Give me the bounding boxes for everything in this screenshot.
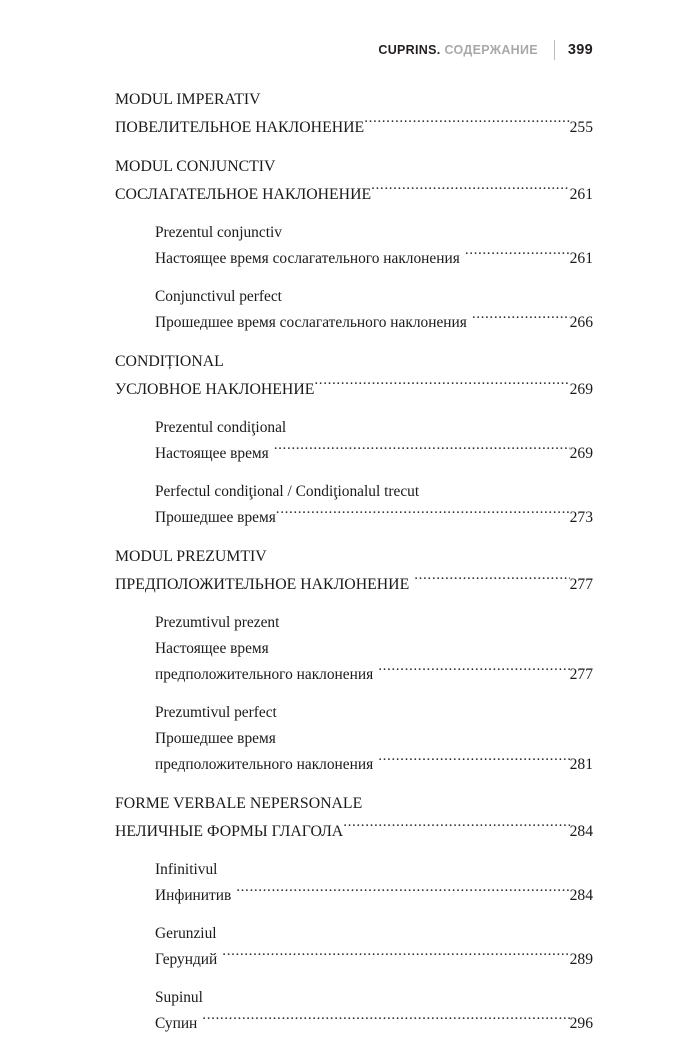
toc-entry-text: Настоящее время сослагательного наклонения — [155, 250, 460, 267]
dot-leader — [276, 507, 570, 522]
dot-leader — [378, 664, 569, 679]
toc-entry[interactable] — [155, 921, 593, 973]
toc-entry-leader-line — [155, 246, 593, 272]
toc-entry[interactable] — [115, 86, 593, 142]
toc-page-number[interactable]: 284 — [569, 823, 593, 840]
toc-entry-text: Gerunziul — [155, 925, 217, 942]
running-header — [378, 40, 593, 60]
toc-entry-text: Супин — [155, 1015, 198, 1032]
table-of-contents — [115, 86, 593, 1049]
toc-entry-leader-line — [115, 376, 593, 404]
toc-entry-line — [115, 790, 593, 818]
toc-entry-line — [155, 726, 593, 752]
toc-entry-text: Прошедшее время — [155, 509, 276, 526]
toc-entry-line — [155, 610, 593, 636]
toc-page-number[interactable]: 296 — [569, 1015, 593, 1032]
toc-entry-text: Инфинитив — [155, 887, 232, 904]
header-divider-rule — [554, 40, 555, 60]
toc-entry-line — [155, 921, 593, 947]
toc-entry-leader-line — [115, 818, 593, 846]
toc-entry[interactable] — [155, 284, 593, 336]
header-title-romanian: CUPRINS. — [378, 43, 441, 57]
dot-leader — [364, 116, 569, 132]
toc-entry-text: Infinitivul — [155, 861, 218, 878]
toc-entry-leader-line — [155, 947, 593, 973]
toc-page-number[interactable]: 266 — [569, 314, 593, 331]
toc-page-number[interactable]: 277 — [569, 576, 593, 593]
toc-page-number[interactable]: 261 — [569, 250, 593, 267]
toc-page-number[interactable]: 281 — [569, 756, 593, 773]
toc-entry[interactable] — [155, 700, 593, 778]
toc-entry-leader-line — [115, 571, 593, 599]
toc-entry-line — [155, 415, 593, 441]
toc-page-number[interactable]: 273 — [569, 509, 593, 526]
toc-entry-line — [115, 348, 593, 376]
toc-entry-text: CONDIȚIONAL — [115, 353, 224, 370]
toc-entry-leader-line — [155, 752, 593, 778]
toc-entry-text: Прошедшее время сослагательного наклонения — [155, 314, 467, 331]
toc-entry-text: MODUL PREZUMTIV — [115, 548, 267, 565]
toc-entry-text: предположительного наклонения — [155, 666, 374, 683]
toc-entry[interactable] — [155, 610, 593, 688]
toc-entry-leader-line — [155, 1011, 593, 1037]
toc-entry-leader-line — [115, 181, 593, 209]
toc-page-number[interactable]: 269 — [569, 445, 593, 462]
toc-entry-leader-line — [155, 310, 593, 336]
toc-entry-text: Perfectul condiţional / Condiţionalul trecut — [155, 483, 420, 500]
toc-entry-text: ПРЕДПОЛОЖИТЕЛЬНОЕ НАКЛОНЕНИЕ — [115, 576, 410, 593]
toc-entry[interactable] — [155, 415, 593, 467]
toc-entry-line — [115, 86, 593, 114]
toc-entry-text: MODUL IMPERATIV — [115, 91, 261, 108]
toc-entry-text: MODUL CONJUNCTIV — [115, 158, 276, 175]
toc-page-number[interactable]: 255 — [569, 119, 593, 136]
dot-leader — [371, 183, 569, 199]
toc-entry-leader-line — [155, 505, 593, 531]
toc-entry[interactable] — [115, 348, 593, 404]
toc-entry[interactable] — [155, 479, 593, 531]
dot-leader — [414, 573, 569, 589]
dot-leader — [236, 885, 569, 900]
toc-entry-line — [155, 636, 593, 662]
toc-entry[interactable] — [155, 985, 593, 1037]
toc-entry-text: Настоящее время — [155, 445, 269, 462]
toc-page-number[interactable]: 284 — [569, 887, 593, 904]
toc-entry-text: FORME VERBALE NEPERSONALE — [115, 795, 363, 812]
toc-entry[interactable] — [155, 220, 593, 272]
toc-entry-line — [155, 479, 593, 505]
toc-entry-line — [155, 220, 593, 246]
toc-entry-leader-line — [155, 441, 593, 467]
dot-leader — [465, 248, 570, 263]
toc-entry-text: предположительного наклонения — [155, 756, 374, 773]
toc-entry-text: Prezentul conjunctiv — [155, 224, 282, 241]
toc-entry-leader-line — [155, 662, 593, 688]
dot-leader — [472, 312, 570, 327]
dot-leader — [202, 1013, 569, 1028]
toc-entry-text: Герундий — [155, 951, 218, 968]
toc-entry-leader-line — [155, 883, 593, 909]
header-page-number: 399 — [567, 42, 593, 58]
toc-entry-text: УСЛОВНОЕ НАКЛОНЕНИЕ — [115, 381, 315, 398]
toc-page-number[interactable]: 277 — [569, 666, 593, 683]
toc-entry[interactable] — [115, 153, 593, 209]
toc-entry-text: Prezumtivul perfect — [155, 704, 277, 721]
toc-entry-line — [155, 284, 593, 310]
dot-leader — [343, 820, 569, 836]
header-title-russian: СОДЕРЖАНИЕ — [444, 43, 538, 57]
toc-entry[interactable] — [115, 790, 593, 846]
toc-entry-line — [155, 985, 593, 1011]
toc-entry-text: Conjunctivul perfect — [155, 288, 282, 305]
toc-page-number[interactable]: 261 — [569, 186, 593, 203]
toc-entry-text: Prezumtivul prezent — [155, 614, 280, 631]
dot-leader — [274, 443, 570, 458]
toc-entry-text: Prezentul condiţional — [155, 419, 287, 436]
toc-entry-text: ПОВЕЛИТЕЛЬНОЕ НАКЛОНЕНИЕ — [115, 119, 365, 136]
toc-page-number[interactable]: 289 — [569, 951, 593, 968]
toc-entry-line — [155, 700, 593, 726]
toc-entry-text: Настоящее время — [155, 640, 269, 657]
toc-entry-text: СОСЛАГАТЕЛЬНОЕ НАКЛОНЕНИЕ — [115, 186, 372, 203]
toc-entry-line — [155, 857, 593, 883]
toc-entry-line — [115, 153, 593, 181]
toc-entry-line — [115, 543, 593, 571]
toc-page-number[interactable]: 269 — [569, 381, 593, 398]
toc-entry-text: НЕЛИЧНЫЕ ФОРМЫ ГЛАГОЛА — [115, 823, 344, 840]
dot-leader — [314, 378, 569, 394]
dot-leader — [378, 754, 569, 769]
toc-entry-text: Supinul — [155, 989, 203, 1006]
dot-leader — [222, 949, 569, 964]
toc-entry[interactable] — [115, 543, 593, 599]
toc-entry-text: Прошедшее время — [155, 730, 276, 747]
toc-entry-leader-line — [115, 114, 593, 142]
toc-entry[interactable] — [155, 857, 593, 909]
